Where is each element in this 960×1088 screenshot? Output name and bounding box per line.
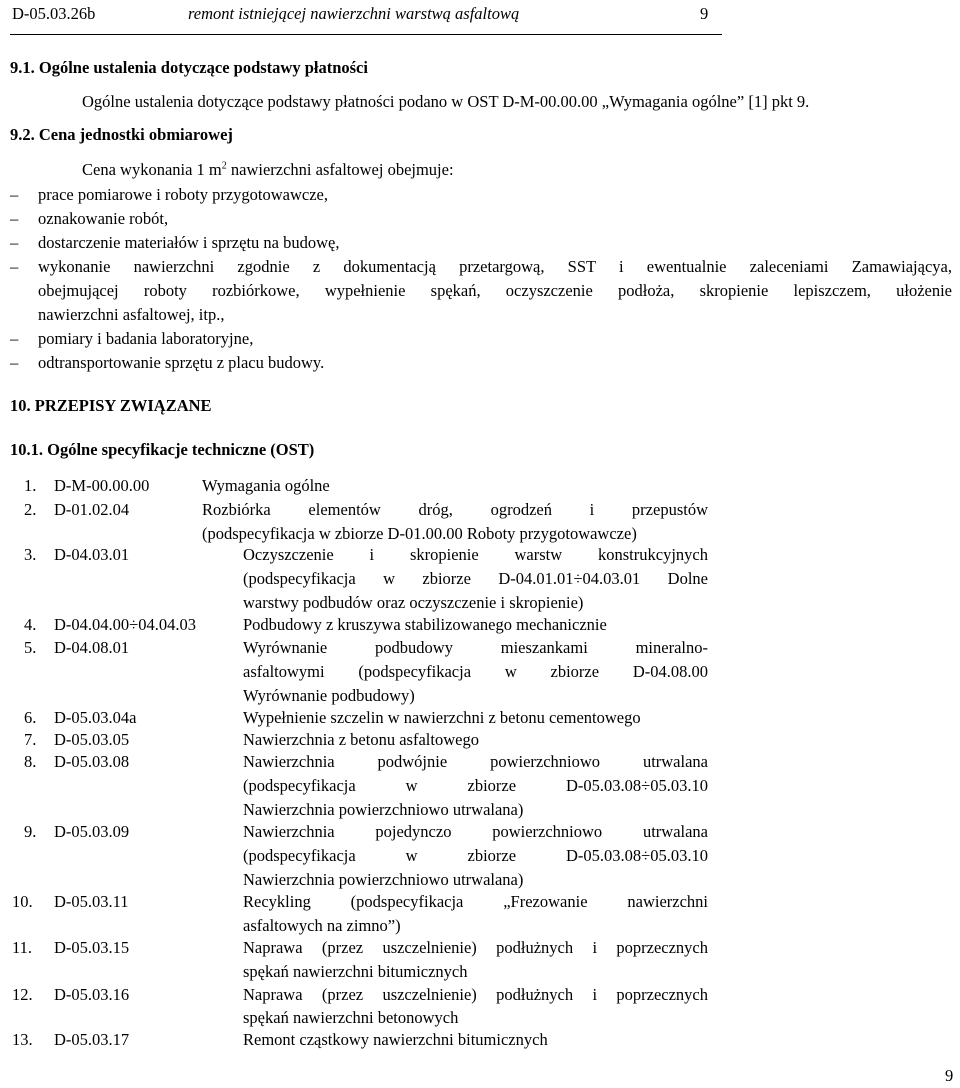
ref-number: 10.	[12, 892, 33, 911]
section-10-heading: 10. PRZEPISY ZWIĄZANE	[10, 396, 212, 415]
header-rule	[10, 34, 722, 35]
ref-code: D-04.03.01	[54, 545, 130, 564]
ref-description: (podspecyfikacja w zbiorze D-01.00.00 Roboty przygotowawcze)	[202, 524, 637, 543]
dash-marker: –	[10, 185, 19, 204]
ref-code: D-05.03.17	[54, 1030, 130, 1049]
ref-number: 6.	[24, 708, 37, 727]
ref-description: spękań nawierzchni betonowych	[243, 1008, 459, 1027]
ref-description: (podspecyfikacja w zbiorze D-05.03.08÷05.03.10	[243, 776, 708, 795]
ref-number: 2.	[24, 500, 37, 519]
dash-marker: –	[10, 257, 19, 276]
ref-number: 9.	[24, 822, 37, 841]
ref-number: 8.	[24, 752, 37, 771]
ref-description: Nawierzchnia pojedynczo powierzchniowo utrwalana	[243, 822, 708, 841]
header-title: remont istniejącej nawierzchni warstwą asfaltową	[188, 4, 520, 23]
ref-number: 11.	[12, 938, 33, 957]
ref-description: Podbudowy z kruszywa stabilizowanego mechanicznie	[243, 615, 607, 634]
ref-code: D-05.03.11	[54, 892, 129, 911]
ref-code: D-01.02.04	[54, 500, 130, 519]
ref-description: spękań nawierzchni bitumicznych	[243, 962, 468, 981]
intro-text-post: nawierzchni asfaltowej obejmuje:	[226, 160, 454, 179]
ref-description: Nawierzchnia z betonu asfaltowego	[243, 730, 479, 749]
footer-page-number: 9	[945, 1066, 954, 1085]
ref-description: Rozbiórka elementów dróg, ogrodzeń i przepustów	[202, 500, 708, 519]
ref-number: 12.	[12, 985, 33, 1004]
ref-code: D-05.03.08	[54, 752, 130, 771]
ref-code: D-05.03.09	[54, 822, 130, 841]
ref-number: 3.	[24, 545, 37, 564]
ref-code: D-05.03.04a	[54, 708, 137, 727]
section-9-1-text: Ogólne ustalenia dotyczące podstawy płatności podano w OST D-M-00.00.00 „Wymagania ogólne” [1] pkt 9.	[82, 92, 810, 111]
intro-superscript: 2	[221, 160, 227, 172]
ref-description: (podspecyfikacja w zbiorze D-04.01.01÷04.03.01 Dolne	[243, 569, 708, 588]
ref-description: Wymagania ogólne	[202, 476, 330, 495]
ref-description: Nawierzchnia powierzchniowo utrwalana)	[243, 800, 524, 819]
ref-number: 13.	[12, 1030, 33, 1049]
ref-description: asfaltowymi (podspecyfikacja w zbiorze D-04.08.00	[243, 662, 708, 681]
ref-description: Nawierzchnia podwójnie powierzchniowo utrwalana	[243, 752, 708, 771]
dash-marker: –	[10, 353, 19, 372]
ref-description: Wyrównanie podbudowy mieszankami mineralno-	[243, 638, 708, 657]
ref-code: D-M-00.00.00	[54, 476, 150, 495]
header-page-number: 9	[700, 4, 709, 23]
list-item-continuation: nawierzchni asfaltowej, itp.,	[38, 305, 225, 324]
ref-description: warstwy podbudów oraz oczyszczenie i skropienie)	[243, 593, 584, 612]
section-10-1-heading: 10.1. Ogólne specyfikacje techniczne (OST)	[10, 440, 315, 459]
ref-description: Naprawa (przez uszczelnienie) podłużnych i poprzecznych	[243, 985, 708, 1004]
ref-description: asfaltowych na zimno”)	[243, 916, 401, 935]
ref-number: 1.	[24, 476, 37, 495]
ref-description: Nawierzchnia powierzchniowo utrwalana)	[243, 870, 524, 889]
section-9-2-heading: 9.2. Cena jednostki obmiarowej	[10, 125, 233, 144]
ref-description: Remont cząstkowy nawierzchni bitumicznych	[243, 1030, 548, 1049]
list-item: pomiary i badania laboratoryjne,	[38, 329, 254, 348]
list-item-continuation: obejmującej roboty rozbiórkowe, wypełnienie spękań, oczyszczenie podłoża, skropienie lepiszczem, ułożenie	[38, 281, 952, 300]
list-item: dostarczenie materiałów i sprzętu na budowę,	[38, 233, 340, 252]
ref-code: D-04.08.01	[54, 638, 130, 657]
ref-number: 4.	[24, 615, 37, 634]
ref-code: D-05.03.15	[54, 938, 130, 957]
list-item: oznakowanie robót,	[38, 209, 169, 228]
dash-marker: –	[10, 209, 19, 228]
ref-code: D-04.04.00÷04.04.03	[54, 615, 196, 634]
section-9-1-heading: 9.1. Ogólne ustalenia dotyczące podstawy płatności	[10, 58, 368, 77]
section-9-2-intro	[82, 160, 454, 180]
header-code: D-05.03.26b	[12, 4, 96, 23]
ref-code: D-05.03.16	[54, 985, 130, 1004]
ref-description: Naprawa (przez uszczelnienie) podłużnych i poprzecznych	[243, 938, 708, 957]
ref-description: Recykling (podspecyfikacja „Frezowanie nawierzchni	[243, 892, 708, 911]
list-item: wykonanie nawierzchni zgodnie z dokumentacją przetargową, SST i ewentualnie zaleceniami Zamawiającya,	[38, 257, 952, 276]
ref-description: (podspecyfikacja w zbiorze D-05.03.08÷05.03.10	[243, 846, 708, 865]
ref-description: Wypełnienie szczelin w nawierzchni z betonu cementowego	[243, 708, 641, 727]
ref-number: 7.	[24, 730, 37, 749]
dash-marker: –	[10, 329, 19, 348]
list-item: prace pomiarowe i roboty przygotowawcze,	[38, 185, 329, 204]
dash-marker: –	[10, 233, 19, 252]
ref-description: Wyrównanie podbudowy)	[243, 686, 415, 705]
intro-text-pre: Cena wykonania 1 m	[82, 160, 222, 179]
ref-code: D-05.03.05	[54, 730, 130, 749]
list-item: odtransportowanie sprzętu z placu budowy.	[38, 353, 325, 372]
ref-number: 5.	[24, 638, 37, 657]
ref-description: Oczyszczenie i skropienie warstw konstrukcyjnych	[243, 545, 708, 564]
